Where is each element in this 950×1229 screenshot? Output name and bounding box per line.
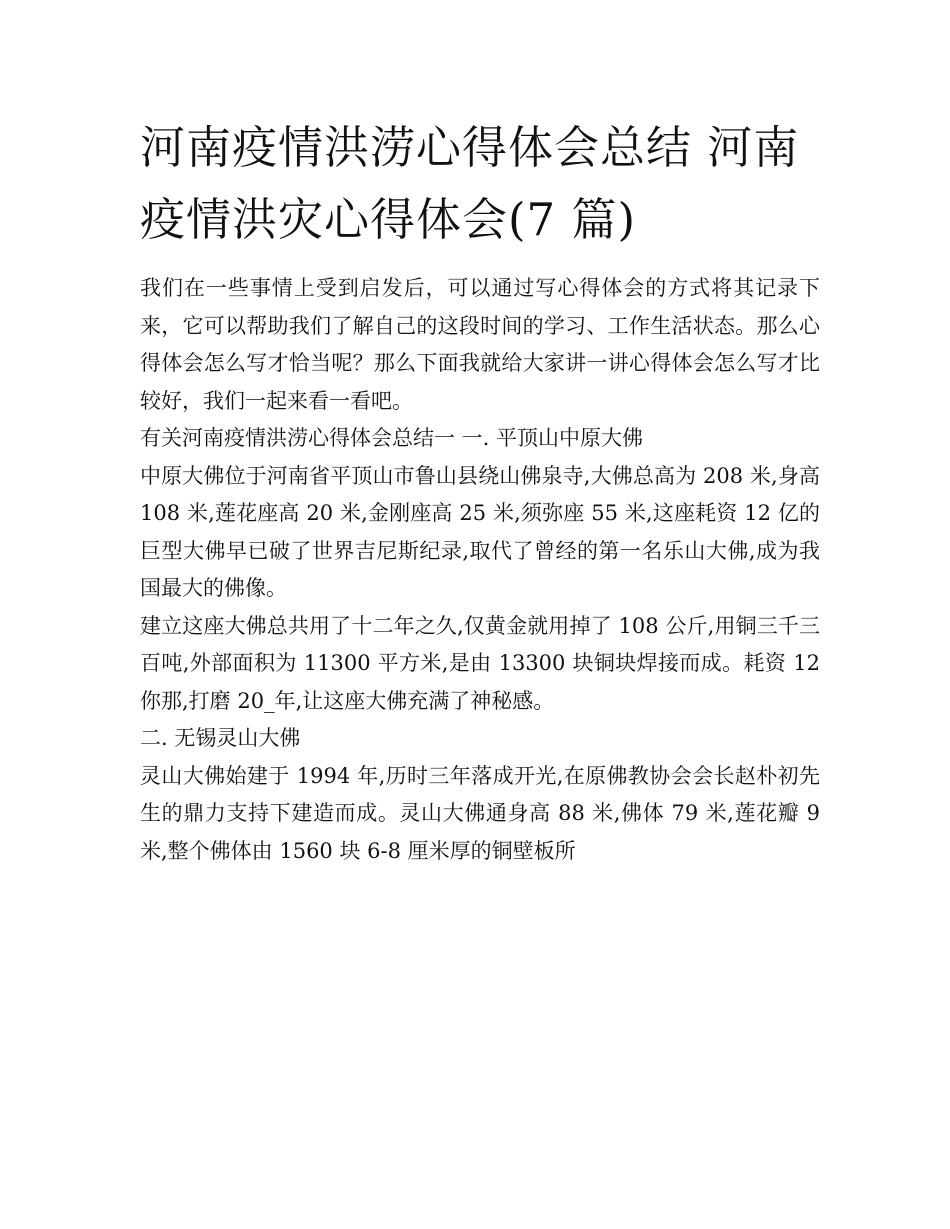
section-heading-two: 二. 无锡灵山大佛 xyxy=(140,726,301,750)
document-title: 河南疫情洪涝心得体会总结 河南疫情洪灾心得体会(7 篇) xyxy=(140,121,800,246)
lingshan-buddha-paragraph: 灵山大佛始建于 1994 年,历时三年落成开光,在原佛教协会会长赵朴初先生的鼎力支持下建造而成。灵山大佛通身高 88 米,佛体 79 米,莲花瓣 9 米,整个佛体由 1560 块 6-8 厘米厚的铜壁板所 xyxy=(140,763,820,863)
construction-paragraph: 建立这座大佛总共用了十二年之久,仅黄金就用掉了 108 公斤,用铜三千三百吨,外部面积为 11300 平方米,是由 13300 块铜块焊接而成。耗资 12 你那,打磨 20_年,让这座大佛充满了神秘感。 xyxy=(140,613,820,713)
intro-paragraph: 我们在一些事情上受到启发后，可以通过写心得体会的方式将其记录下来，它可以帮助我们了解自己的这段时间的学习、工作生活状态。那么心得体会怎么写才恰当呢？那么下面我就给大家讲一讲心得体会怎么写才比较好，我们一起来看一看吧。 xyxy=(140,276,820,413)
zhongyuan-buddha-paragraph: 中原大佛位于河南省平顶山市鲁山县绕山佛泉寺,大佛总高为 208 米,身高 108 米,莲花座高 20 米,金刚座高 25 米,须弥座 55 米,这座耗资 12 亿的巨型大佛早已破了世界吉尼斯纪录,取代了曾经的第一名乐山大佛,成为我国最大的佛像。 xyxy=(140,463,820,600)
section-heading-one: 有关河南疫情洪涝心得体会总结一 一. 平顶山中原大佛 xyxy=(140,426,644,450)
document-page xyxy=(140,112,820,870)
